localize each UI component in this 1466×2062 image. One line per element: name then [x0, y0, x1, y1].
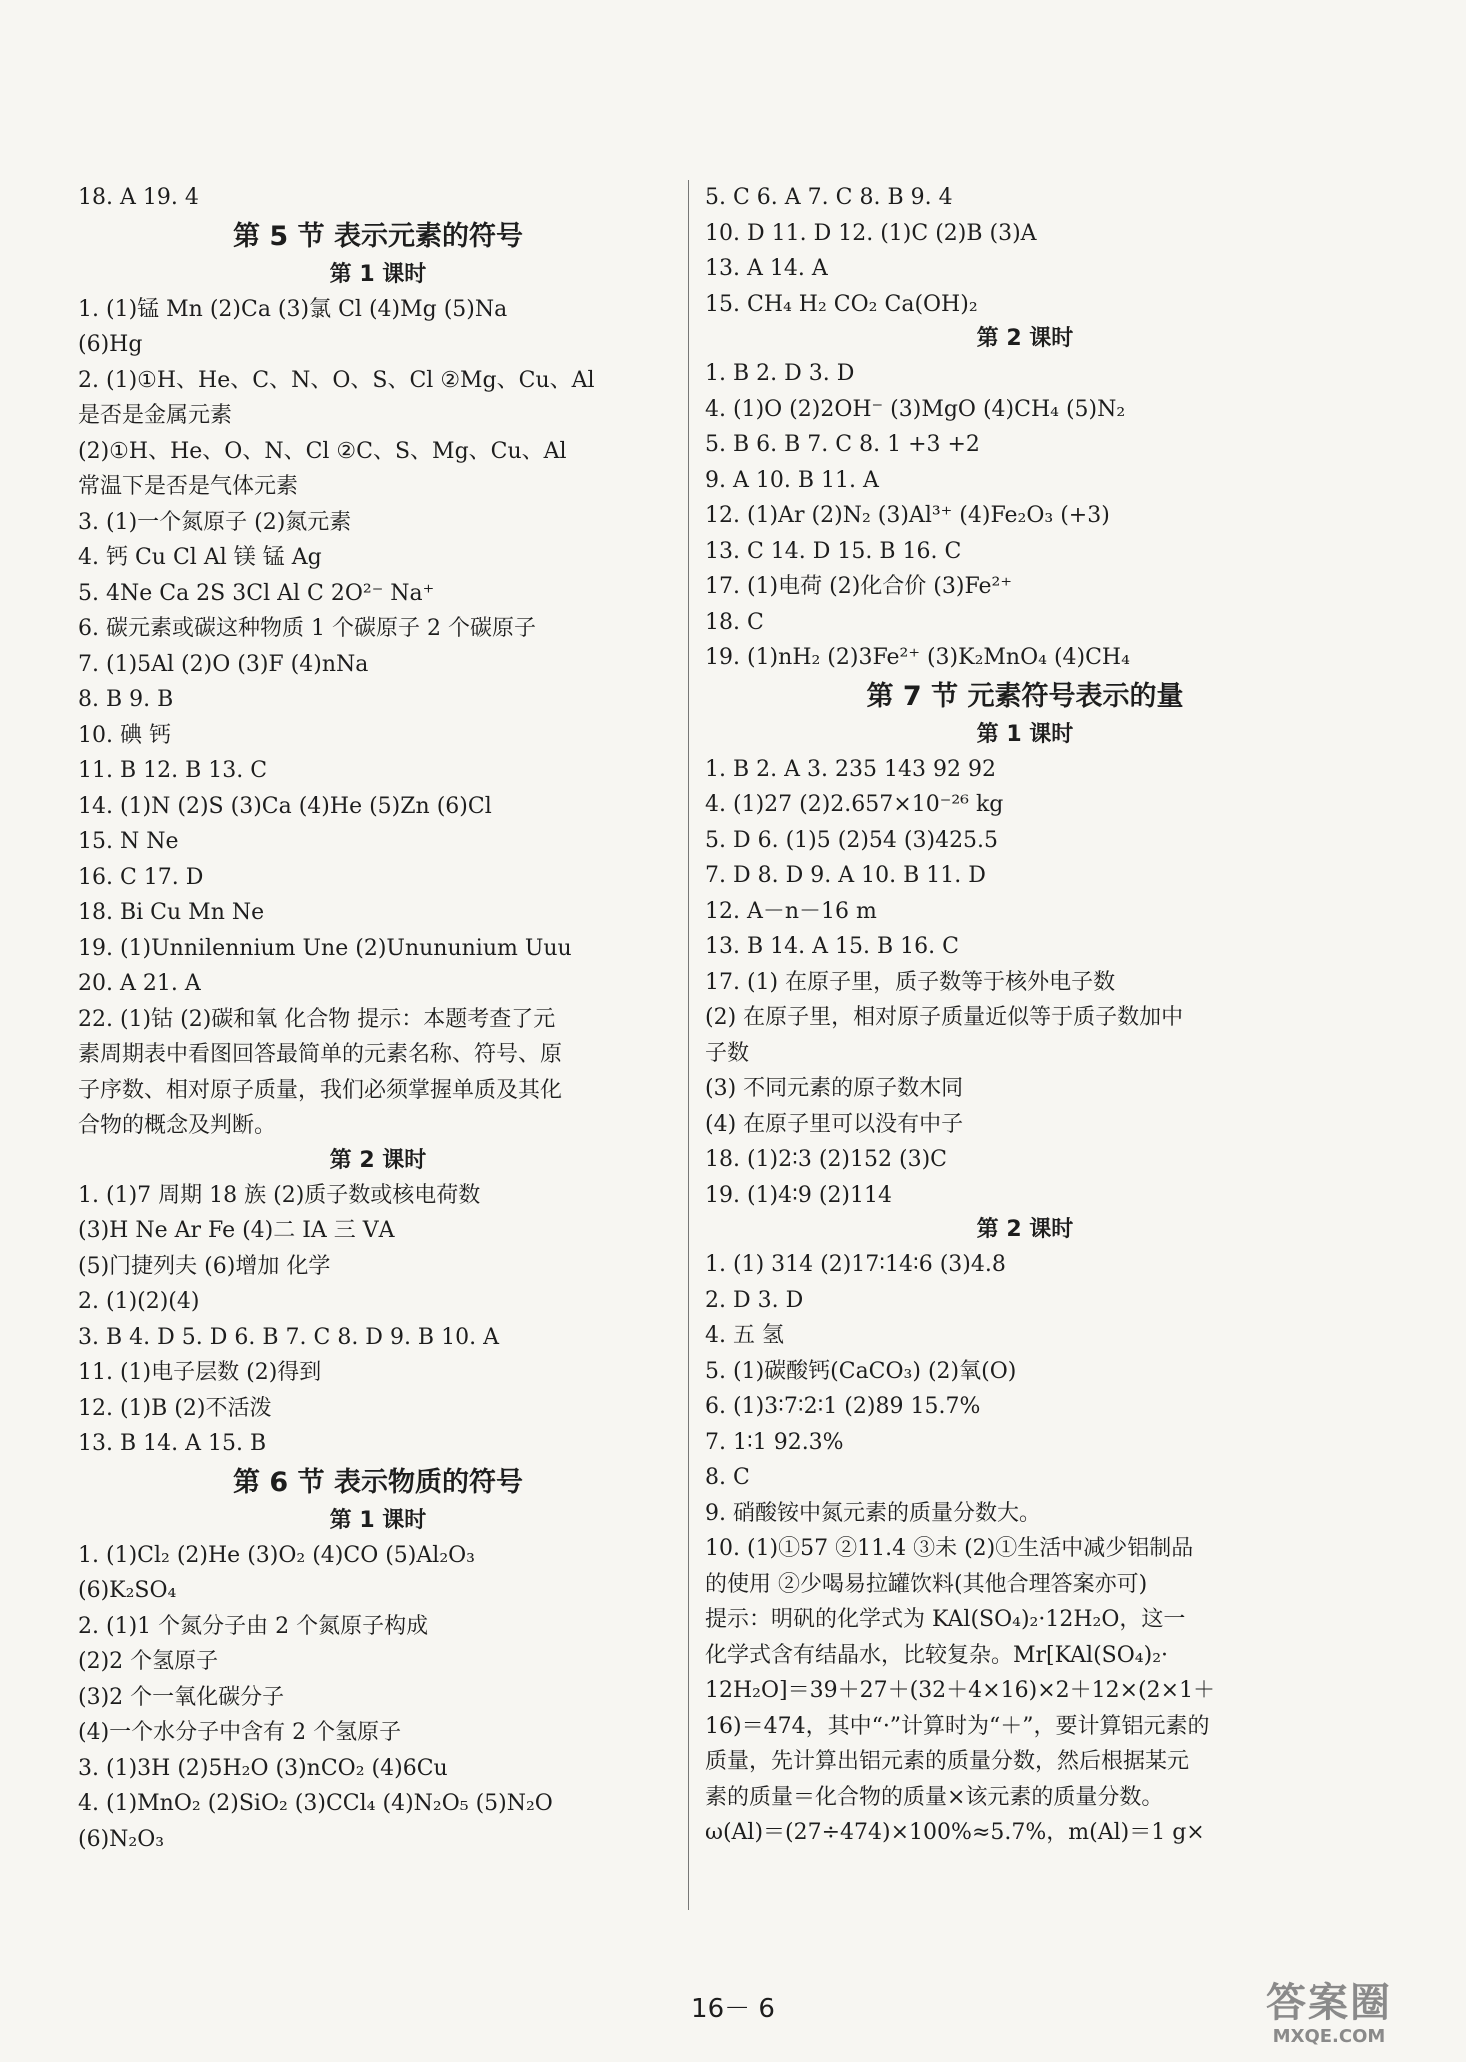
- section-title: 第 7 节 元素符号表示的量: [866, 680, 1184, 712]
- section-title: 第 5 节 表示元素的符号: [233, 220, 523, 252]
- answer-line: 4. (1)MnO₂ (2)SiO₂ (3)CCl₄ (4)N₂O₅ (5)N₂O: [78, 1791, 553, 1816]
- answer-line: 10. D 11. D 12. (1)C (2)B (3)A: [705, 220, 1037, 246]
- answer-line: 5. D 6. (1)5 (2)54 (3)425.5: [705, 827, 999, 853]
- answer-line: 13. B 14. A 15. B 16. C: [705, 934, 959, 959]
- answer-line: ω(Al)＝(27÷474)×100%≈5.7%，m(Al)＝1 g×: [705, 1820, 1205, 1845]
- answer-line: (3)2 个一氧化碳分子: [78, 1684, 285, 1710]
- answer-line: (6)K₂SO₄: [78, 1578, 177, 1603]
- answer-line: 化学式含有结晶水，比较复杂。Mr[KAl(SO₄)₂·: [705, 1642, 1169, 1668]
- answer-line: 素的质量＝化合物的质量×该元素的质量分数。: [705, 1784, 1164, 1810]
- answer-line: 3. (1)一个氮原子 (2)氮元素: [78, 509, 352, 535]
- answer-line: 5. 4Ne Ca 2S 3Cl Al C 2O²⁻ Na⁺: [78, 580, 435, 606]
- answer-line: (3)H Ne Ar Fe (4)二 ⅠA 三 ⅤA: [78, 1218, 395, 1243]
- answer-line: 9. 硝酸铵中氮元素的质量分数大。: [705, 1500, 1041, 1526]
- answer-line: 12H₂O]＝39＋27＋(32＋4×16)×2＋12×(2×1＋: [705, 1678, 1216, 1703]
- answer-line: 3. B 4. D 5. D 6. B 7. C 8. D 9. B 10. A: [78, 1324, 499, 1350]
- answer-line: 19. (1)4∶9 (2)114: [705, 1182, 893, 1208]
- answer-line: 6. (1)3∶7∶2∶1 (2)89 15.7%: [705, 1394, 981, 1419]
- watermark-url: MXQE.COM: [1272, 2026, 1386, 2047]
- answer-line: 13. A 14. A: [705, 256, 828, 281]
- answer-line: 4. 钙 Cu Cl Al 镁 锰 Ag: [78, 545, 322, 570]
- answer-line: 20. A 21. A: [78, 971, 201, 996]
- answer-line: 12. A－n－16 m: [705, 898, 877, 924]
- answer-line: 18. (1)2∶3 (2)152 (3)C: [705, 1147, 947, 1172]
- answer-line: 1. (1)Cl₂ (2)He (3)O₂ (4)CO (5)Al₂O₃: [78, 1542, 475, 1568]
- answer-line: 子数: [705, 1040, 750, 1066]
- answer-line: 18. A 19. 4: [78, 185, 199, 210]
- answer-line: 3. (1)3H (2)5H₂O (3)nCO₂ (4)6Cu: [78, 1755, 448, 1781]
- answer-line: 7. D 8. D 9. A 10. B 11. D: [705, 863, 986, 888]
- answer-line: 11. B 12. B 13. C: [78, 758, 268, 783]
- answer-line: 17. (1) 在原子里，质子数等于核外电子数: [705, 969, 1116, 995]
- answer-line: 13. B 14. A 15. B: [78, 1431, 267, 1456]
- answer-line: (4) 在原子里可以没有中子: [705, 1111, 964, 1137]
- answer-line: (2)①H、He、O、N、Cl ②C、S、Mg、Cu、Al: [78, 438, 567, 464]
- watermark-logo-text: 答案圈: [1266, 1980, 1392, 2026]
- answer-line: (3) 不同元素的原子数木同: [705, 1076, 964, 1101]
- answer-line: 是否是金属元素: [78, 403, 233, 428]
- lesson-subtitle: 第 1 课时: [329, 261, 427, 287]
- answer-line: 的使用 ②少喝易拉罐饮料(其他合理答案亦可): [705, 1571, 1148, 1597]
- answer-line: 11. (1)电子层数 (2)得到: [78, 1360, 322, 1385]
- answer-line: 1. (1)7 周期 18 族 (2)质子数或核电荷数: [78, 1182, 481, 1208]
- answer-line: 14. (1)N (2)S (3)Ca (4)He (5)Zn (6)Cl: [78, 793, 492, 819]
- answer-line: 6. 碳元素或碳这种物质 1 个碳原子 2 个碳原子: [78, 616, 536, 641]
- answer-line: 10. 碘 钙: [78, 722, 171, 748]
- answer-line: 5. C 6. A 7. C 8. B 9. 4: [705, 185, 953, 210]
- answer-line: 素周期表中看图回答最简单的元素名称、符号、原: [78, 1042, 563, 1067]
- answer-line: (5)门捷列夫 (6)增加 化学: [78, 1253, 331, 1279]
- answer-line: 9. A 10. B 11. A: [705, 467, 879, 493]
- answer-line: 13. C 14. D 15. B 16. C: [705, 538, 962, 564]
- answer-line: 2. (1)①H、He、C、N、O、S、Cl ②Mg、Cu、Al: [78, 367, 595, 393]
- answer-line: 合物的概念及判断。: [78, 1113, 277, 1138]
- answer-line: 16. C 17. D: [78, 864, 204, 890]
- answer-line: 5. B 6. B 7. C 8. 1 +3 +2: [705, 432, 980, 457]
- answer-line: 2. (1)1 个氮分子由 2 个氮原子构成: [78, 1613, 429, 1639]
- answer-line: 1. B 2. A 3. 235 143 92 92: [705, 756, 996, 782]
- answer-line: 提示：明矾的化学式为 KAl(SO₄)₂·12H₂O，这一: [705, 1607, 1186, 1632]
- answer-line: 4. 五 氢: [705, 1323, 784, 1348]
- answer-line: 15. N Ne: [78, 829, 179, 854]
- right-column: [705, 180, 1345, 1851]
- page-number: 16－ 6: [691, 1994, 775, 2024]
- answer-line: 16)＝474，其中“·”计算时为“＋”，要计算铝元素的: [705, 1713, 1210, 1739]
- answer-line: 17. (1)电荷 (2)化合价 (3)Fe²⁺: [705, 574, 1012, 599]
- answer-line: 22. (1)钴 (2)碳和氧 化合物 提示：本题考查了元: [78, 1006, 556, 1032]
- lesson-subtitle: 第 2 课时: [976, 326, 1074, 351]
- answer-line: (2)2 个氢原子: [78, 1649, 219, 1674]
- answer-line: 10. (1)①57 ②11.4 ③未 (2)①生活中减少铝制品: [705, 1536, 1194, 1561]
- answer-line: 2. (1)(2)(4): [78, 1289, 200, 1314]
- lesson-subtitle: 第 1 课时: [329, 1507, 427, 1533]
- answer-line: 4. (1)O (2)2OH⁻ (3)MgO (4)CH₄ (5)N₂: [705, 396, 1126, 422]
- answer-line: 19. (1)Unnilennium Une (2)Unununium Uuu: [78, 935, 572, 961]
- answer-line: 质量，先计算出铝元素的质量分数，然后根据某元: [705, 1749, 1190, 1774]
- lesson-subtitle: 第 1 课时: [976, 721, 1074, 747]
- lesson-subtitle: 第 2 课时: [976, 1217, 1074, 1242]
- answer-line: 1. (1)锰 Mn (2)Ca (3)氯 Cl (4)Mg (5)Na: [78, 296, 508, 322]
- answer-line: 12. (1)Ar (2)N₂ (3)Al³⁺ (4)Fe₂O₃ (+3): [705, 503, 1110, 528]
- answer-line: 常温下是否是气体元素: [78, 474, 299, 499]
- answer-line: 19. (1)nH₂ (2)3Fe²⁺ (3)K₂MnO₄ (4)CH₄: [705, 645, 1130, 670]
- answer-line: 1. (1) 314 (2)17∶14∶6 (3)4.8: [705, 1252, 1006, 1277]
- answer-line: (2) 在原子里，相对原子质量近似等于质子数加中: [705, 1005, 1184, 1030]
- lesson-subtitle: 第 2 课时: [329, 1147, 427, 1173]
- answer-line: 12. (1)B (2)不活泼: [78, 1395, 272, 1421]
- answer-line: 7. 1∶1 92.3%: [705, 1429, 844, 1455]
- section-title: 第 6 节 表示物质的符号: [233, 1466, 523, 1498]
- answer-line: 8. C: [705, 1465, 750, 1490]
- answer-line: 7. (1)5Al (2)O (3)F (4)nNa: [78, 651, 369, 677]
- answer-line: 18. C: [705, 609, 764, 635]
- answer-line: (4)一个水分子中含有 2 个氢原子: [78, 1720, 402, 1745]
- answer-line: 8. B 9. B: [78, 687, 174, 712]
- answer-line: (6)N₂O₃: [78, 1826, 165, 1852]
- answer-line: 15. CH₄ H₂ CO₂ Ca(OH)₂: [705, 291, 978, 317]
- answer-line: 5. (1)碳酸钙(CaCO₃) (2)氧(O): [705, 1358, 1017, 1384]
- watermark-logo: [1214, 1980, 1444, 2048]
- column-divider: [688, 180, 689, 1910]
- left-column: [78, 180, 678, 1857]
- answer-line: 1. B 2. D 3. D: [705, 361, 855, 386]
- answer-line: (6)Hg: [78, 332, 143, 357]
- answer-line: 子序数、相对原子质量，我们必须掌握单质及其化: [78, 1077, 563, 1103]
- answer-line: 4. (1)27 (2)2.657×10⁻²⁶ kg: [705, 792, 1004, 817]
- answer-line: 18. Bi Cu Mn Ne: [78, 900, 265, 925]
- answer-line: 2. D 3. D: [705, 1287, 804, 1313]
